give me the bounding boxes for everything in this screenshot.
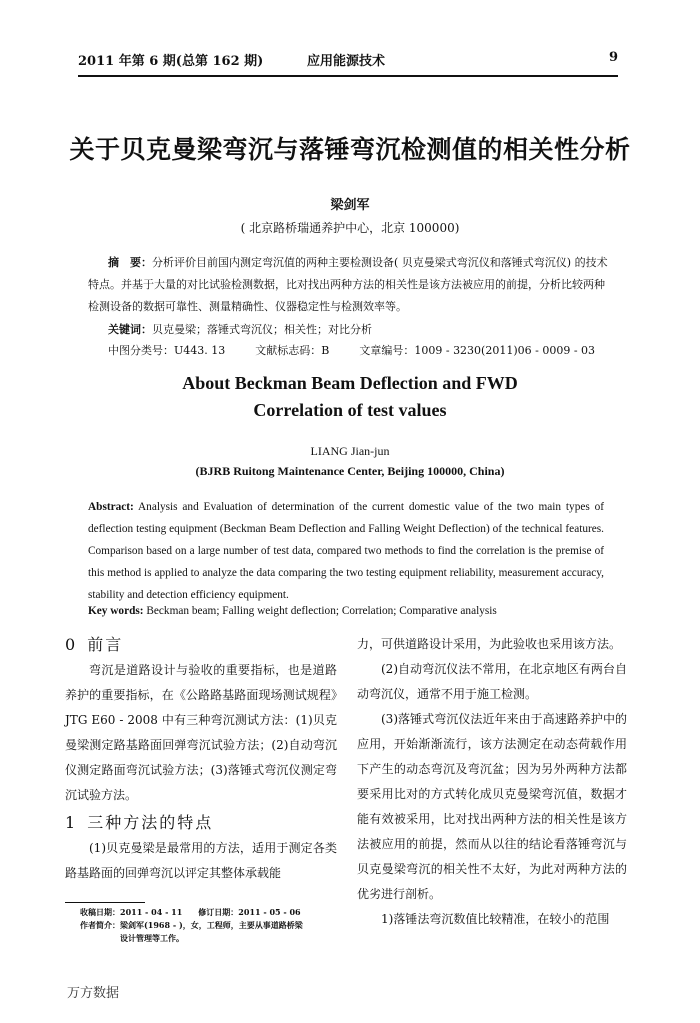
title-english bbox=[0, 370, 700, 424]
abstract-english-text: Analysis and Evaluation of determination of the current domestic value of the two main types of deflection testing equipment (Beckman Beam Deflection and Falling Weight Deflection) of the technical features. Comparison based on a large number of test data, compared two methods to find the correlation is the premise of this method is applied to analyze the data comparing the two testing equipment reliability, measurement accuracy, stability and detection efficiency equipment. bbox=[88, 501, 604, 601]
body-paragraph: 力，可供道路设计采用，为此验收也采用该方法。 bbox=[357, 637, 622, 651]
body-paragraph: 1)落锤法弯沉数值比较精准，在较小的范围 bbox=[381, 912, 610, 926]
footnote-rule bbox=[65, 902, 145, 903]
footnote-author-bio: 作者简介：梁剑军(1968 - )，女，工程师，主要从事道路桥梁 bbox=[80, 920, 303, 930]
keywords-chinese-label: 关键词： bbox=[108, 323, 152, 336]
section-title: 前言 bbox=[87, 635, 124, 654]
section-title: 三种方法的特点 bbox=[87, 813, 214, 832]
body-column-left bbox=[65, 632, 337, 886]
section-number: 1 bbox=[65, 813, 78, 832]
footnote-dates: 收稿日期：2011 - 04 - 11 修订日期：2011 - 05 - 06 bbox=[80, 907, 301, 917]
journal-issue: 2011 年第 6 期(总第 162 期) bbox=[78, 54, 264, 69]
affiliation-chinese: ( 北京路桥瑞通养护中心，北京 100000) bbox=[240, 221, 460, 235]
author-chinese: 梁剑军 bbox=[330, 198, 370, 213]
keywords-english-label: Key words: bbox=[88, 605, 144, 617]
keywords-chinese bbox=[88, 319, 628, 341]
keywords-english bbox=[88, 600, 604, 622]
article-number: 文章编号：1009 - 3230(2011)06 - 0009 - 03 bbox=[359, 344, 596, 357]
section-heading-1 bbox=[65, 810, 337, 836]
title-english-line1: About Beckman Beam Deflection and FWD bbox=[182, 373, 518, 393]
body-column-right bbox=[357, 632, 627, 932]
affiliation-english: (BJRB Ruitong Maintenance Center, Beijing 100000, China) bbox=[195, 464, 505, 478]
title-chinese: 关于贝克曼梁弯沉与落锤弯沉检测值的相关性分析 bbox=[69, 135, 631, 164]
section-heading-0 bbox=[65, 632, 337, 658]
document-code: 文献标志码：B bbox=[255, 344, 330, 357]
abstract-chinese-label: 摘 要： bbox=[108, 256, 152, 269]
watermark: 万方数据 bbox=[67, 986, 120, 1001]
body-paragraph: (2)自动弯沉仪法不常用，在北京地区有两台自动弯沉仪，通常不用于施工检测。 bbox=[357, 662, 627, 701]
keywords-english-text: Beckman beam; Falling weight deflection; Correlation; Comparative analysis bbox=[143, 605, 497, 617]
header-rule bbox=[78, 75, 618, 77]
title-english-line2: Correlation of test values bbox=[253, 400, 447, 420]
journal-name: 应用能源技术 bbox=[307, 54, 386, 69]
page-number: 9 bbox=[609, 50, 619, 65]
section-number: 0 bbox=[65, 635, 78, 654]
abstract-chinese-text: 分析评价目前国内测定弯沉值的两种主要检测设备( 贝克曼梁式弯沉仪和落锤式弯沉仪) 的技术特点。并基于大量的对比试验检测数据，比对找出两种方法的相关性是该方法被应用的前提，分析比较两种检测设备的数据可靠性、测量精确性、仪器稳定性与检测效率等。 bbox=[88, 256, 608, 313]
clc-number: 中图分类号：U443. 13 bbox=[108, 344, 226, 357]
author-english: LIANG Jian-jun bbox=[310, 444, 390, 458]
footnote-author-bio-cont: 设计管理等工作。 bbox=[120, 933, 184, 943]
abstract-english-label: Abstract: bbox=[88, 501, 134, 513]
abstract-english bbox=[88, 496, 604, 606]
body-paragraph: 弯沉是道路设计与验收的重要指标，也是道路养护的重要指标，在《公路路基路面现场测试规程》JTG E60 - 2008 中有三种弯沉测试方法：(1)贝克曼梁测定路基路面回弹弯沉试验方法；(2)自动弯沉仪测定路面弯沉试验方法；(3)落锤式弯沉仪测定弯沉试验方法。 bbox=[65, 663, 337, 802]
body-paragraph: (1)贝克曼梁是最常用的方法，适用于测定各类路基路面的回弹弯沉以评定其整体承载能 bbox=[65, 841, 337, 880]
classification-line bbox=[108, 340, 608, 362]
footnote bbox=[80, 906, 340, 945]
abstract-chinese bbox=[88, 252, 608, 318]
keywords-chinese-text: 贝克曼梁；落锤式弯沉仪；相关性；对比分析 bbox=[152, 323, 372, 336]
body-paragraph: (3)落锤式弯沉仪法近年来由于高速路养护中的应用，开始渐渐流行，该方法测定在动态荷载作用下产生的动态弯沉及弯沉盆；因为另外两种方法都要采用比对的方式转化成贝克曼梁弯沉值，数据才能有效被采用，比对找出两种方法的相关性是该方法被应用的前提，然而从以往的结论看落锤弯沉与贝克曼梁弯沉的相关性不太好，为此对两种方法的优劣进行剖析。 bbox=[357, 712, 627, 901]
